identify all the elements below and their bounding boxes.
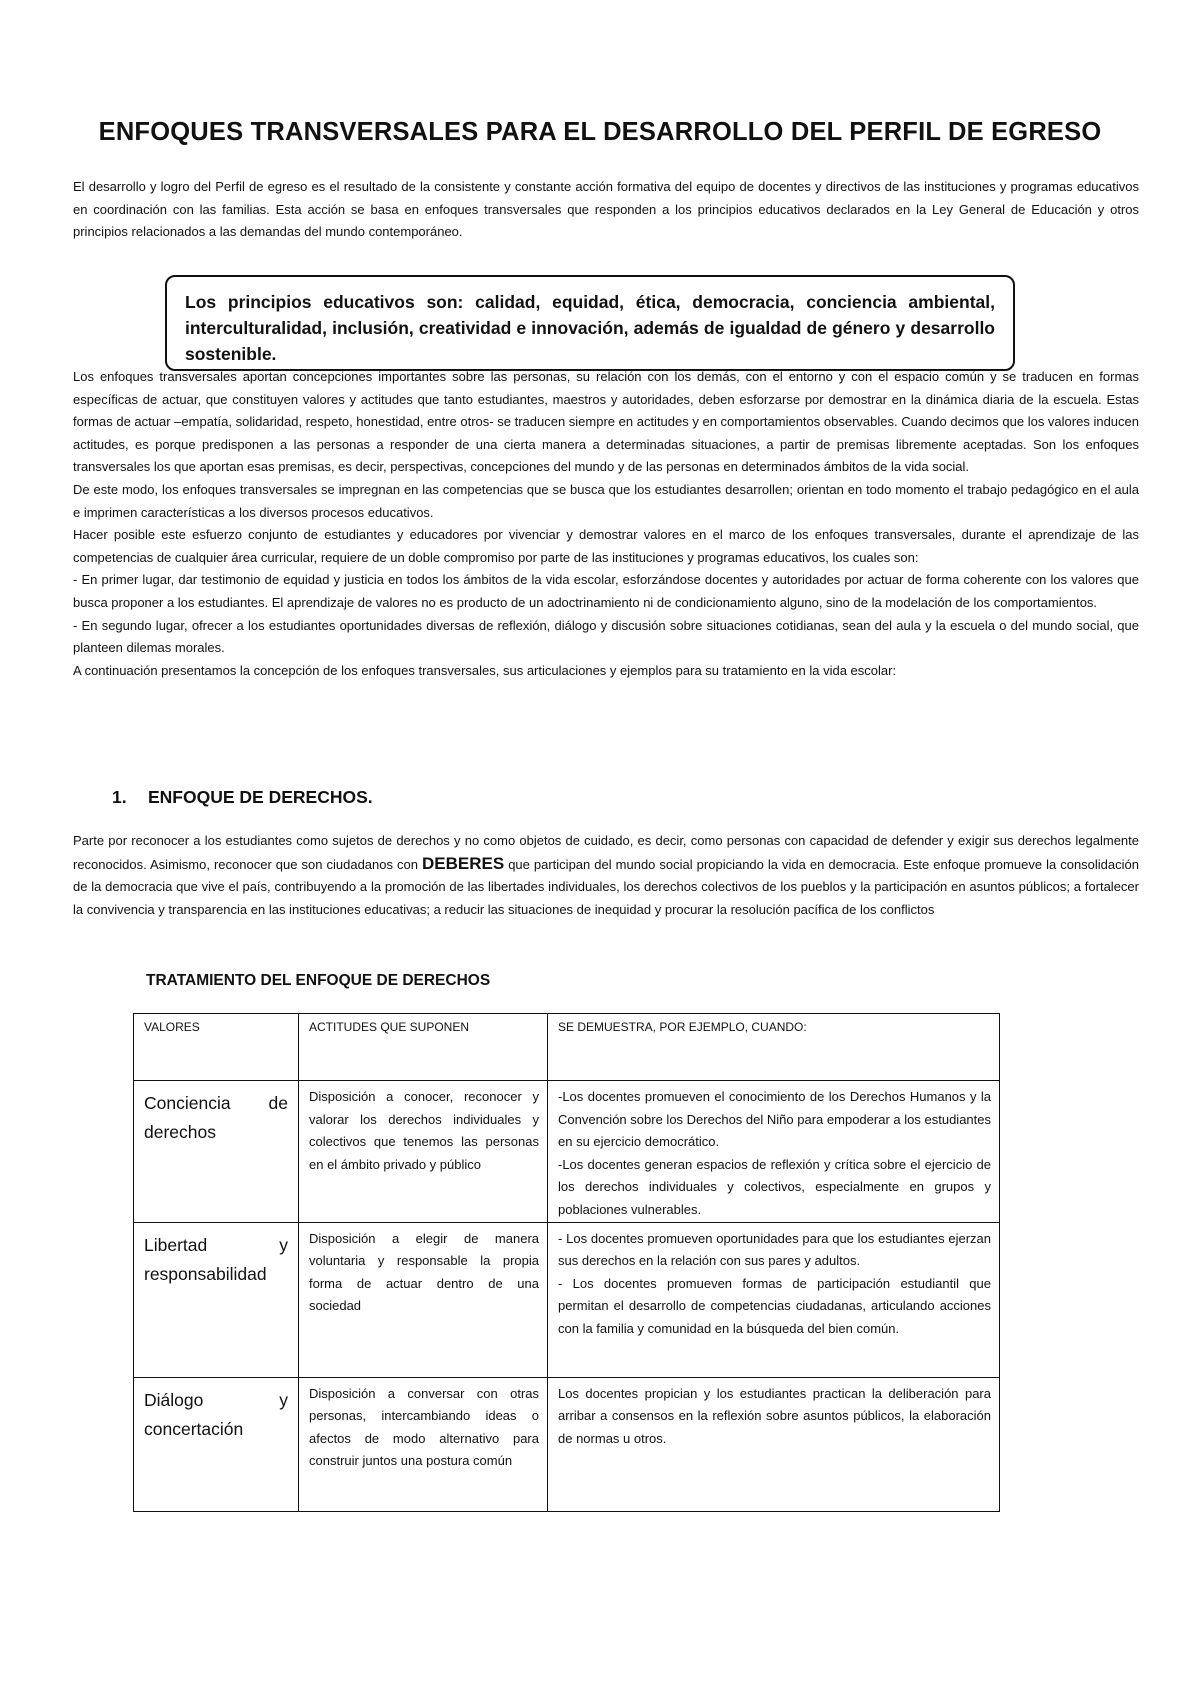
actitud-cell: Disposición a conocer, reconocer y valorar los derechos individuales y colectivos que tenemos las personas en el ámbito privado y público xyxy=(299,1081,548,1223)
table-title: TRATAMIENTO DEL ENFOQUE DE DERECHOS xyxy=(146,972,491,989)
body-paragraph: De este modo, los enfoques transversales se impregnan en las competencias que se busca que los estudiantes desarrollen; orientan en todo momento el trabajo pedagógico en el aula e imprimen características a los diversos procesos educativos. xyxy=(73,481,1139,520)
principles-callout-box xyxy=(165,275,1015,371)
body-paragraph: Los enfoques transversales aportan concepciones importantes sobre las personas, su relación con los demás, con el entorno y con el espacio común y se traducen en formas específicas de actuar, que constituyen valores y actitudes que tanto estudiantes, maestros y autoridades, deben esforzarse por demostrar en la dinámica diaria de la escuela. Estas formas de actuar –empatía, solidaridad, respeto, honestidad, entre otros- se traducen siempre en actitudes y en comportamientos observables. Cuando decimos que los valores inducen actitudes, es porque predisponen a las personas a responder de una cierta manera a determinadas situaciones, a partir de premisas libremente aceptadas. Son los enfoques transversales los que aportan esas premisas, es decir, perspectivas, concepciones del mundo y de las personas en determinados ámbitos de la vida social. xyxy=(73,369,1139,475)
header-cell-valores: VALORES xyxy=(134,1014,299,1081)
demuestra-cell xyxy=(548,1081,1000,1223)
section-heading xyxy=(112,787,373,808)
table-row xyxy=(134,1222,1000,1377)
header-cell-demuestra: SE DEMUESTRA, POR EJEMPLO, CUANDO: xyxy=(548,1014,1000,1081)
valor-cell: Libertad y responsabilidad xyxy=(134,1222,299,1377)
principles-callout-text: Los principios educativos son: calidad, equidad, ética, democracia, conciencia ambiental, interculturalidad, inclusión, creatividad e innovación, además de igualdad de género y desarrollo sostenible. xyxy=(185,292,995,364)
document-title: ENFOQUES TRANSVERSALES PARA EL DESARROLLO DEL PERFIL DE EGRESO xyxy=(98,118,1102,146)
demuestra-cell xyxy=(548,1377,1000,1511)
table-row xyxy=(134,1377,1000,1511)
section-paragraph xyxy=(73,830,1139,921)
body-paragraph: Hacer posible este esfuerzo conjunto de estudiantes y educadores por vivenciar y demostrar valores en el marco de los enfoques transversales, durante el aprendizaje de las competencias de cualquier área curricular, requiere de un doble compromiso por parte de las instituciones y programas educativos, los cuales son: xyxy=(73,527,1139,565)
demuestra-item: -Los docentes promueven el conocimiento de los Derechos Humanos y la Convención sobre los Derechos del Niño para empoderar a los estudiantes en su ejercicio democrático. xyxy=(558,1089,991,1150)
actitud-cell: Disposición a conversar con otras personas, intercambiando ideas o afectos de modo alternativo para construir juntos una postura común xyxy=(299,1377,548,1511)
rights-approach-table xyxy=(133,1013,1000,1512)
table-header-row xyxy=(134,1014,1000,1081)
body-paragraph: - En primer lugar, dar testimonio de equidad y justicia en todos los ámbitos de la vida escolar, esforzándose docentes y autoridades por actuar de forma coherente con los valores que busca proponer a los estudiantes. El aprendizaje de valores no es producto de un adoctrinamiento ni de condicionamiento alguno, sino de la modelación de los comportamientos. xyxy=(73,572,1139,610)
valor-cell: Diálogo y concertación xyxy=(134,1377,299,1511)
header-cell-actitudes: ACTITUDES QUE SUPONEN xyxy=(299,1014,548,1081)
section-text-part: que participan del mundo social propiciando la vida en democracia. Este enfoque promueve la consolidación de la democracia que vive el país, contribuyendo a la promoción de las libertades individuales, los derechos colectivos de los pueblos y la participación en asuntos públicos; a fortalecer la convivencia y transparencia en las instituciones educativas; a reducir las situaciones de inequidad y procurar la resolución pacífica de los conflictos xyxy=(73,856,1139,917)
deberes-emphasis: DEBERES xyxy=(421,853,505,873)
body-paragraph: - En segundo lugar, ofrecer a los estudiantes oportunidades diversas de reflexión, diálogo y discusión sobre situaciones cotidianas, sean del aula y la escuela o del mundo social, que planteen dilemas morales. xyxy=(73,617,1139,656)
table-row xyxy=(134,1081,1000,1223)
section-number: 1. xyxy=(112,787,127,807)
demuestra-item: -Los docentes generan espacios de reflexión y crítica sobre el ejercicio de los derechos individuales y colectivos, especialmente en grupos y poblaciones vulnerables. xyxy=(558,1156,991,1217)
section-title: ENFOQUE DE DERECHOS. xyxy=(148,787,373,807)
demuestra-item: - Los docentes promueven oportunidades para que los estudiantes ejerzan sus derechos en la relación con sus pares y adultos. xyxy=(558,1230,991,1269)
body-text xyxy=(73,366,1139,682)
demuestra-cell xyxy=(548,1222,1000,1377)
valor-cell: Conciencia de derechos xyxy=(134,1081,299,1223)
intro-paragraph: El desarrollo y logro del Perfil de egreso es el resultado de la consistente y constante acción formativa del equipo de docentes y directivos de las instituciones y programas educativos en coordinación con las familias. Esta acción se basa en enfoques transversales que responden a los principios educativos declarados en la Ley General de Educación y otros principios relacionados a las demandas del mundo contemporáneo. xyxy=(73,179,1139,240)
body-paragraph: A continuación presentamos la concepción de los enfoques transversales, sus articulaciones y ejemplos para su tratamiento en la vida escolar: xyxy=(73,662,897,678)
demuestra-item: Los docentes propician y los estudiantes practican la deliberación para arribar a consensos en la reflexión sobre asuntos públicos, la elaboración de normas u otros. xyxy=(558,1385,991,1446)
demuestra-item: - Los docentes promueven formas de participación estudiantil que permitan el desarrollo de competencias ciudadanas, articulando acciones con la familia y comunidad en la búsqueda del bien común. xyxy=(558,1275,991,1336)
actitud-cell: Disposición a elegir de manera voluntaria y responsable la propia forma de actuar dentro de una sociedad xyxy=(299,1222,548,1377)
section-text-part: Parte por reconocer a los estudiantes como sujetos de derechos y no como objetos de cuidado, es decir, como personas con capacidad de defender y exigir sus derechos legalmente reconocidos. Asimismo, reconocer que son ciudadanos con xyxy=(73,833,1139,872)
